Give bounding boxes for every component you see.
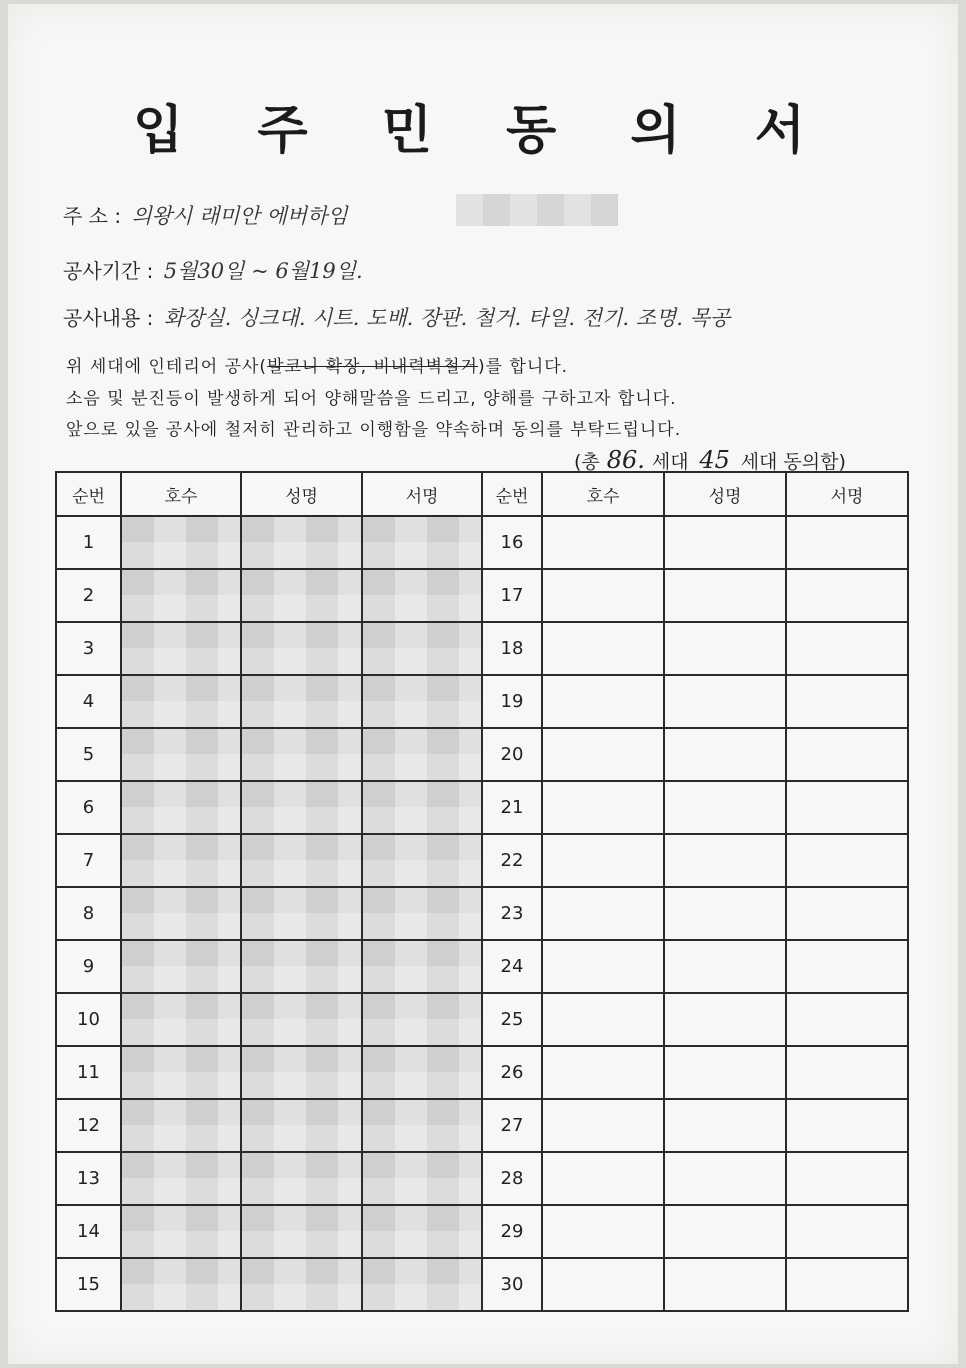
name-cell[interactable] <box>664 1099 786 1152</box>
signature-cell[interactable] <box>786 940 908 993</box>
name-cell-redacted[interactable] <box>241 887 362 940</box>
signature-cell-redacted[interactable] <box>362 1152 482 1205</box>
table-row <box>56 516 908 569</box>
table-row <box>56 993 908 1046</box>
signature-cell-redacted[interactable] <box>362 569 482 622</box>
unit-cell-redacted[interactable] <box>121 834 241 887</box>
name-cell-redacted[interactable] <box>241 993 362 1046</box>
signature-cell-redacted[interactable] <box>362 675 482 728</box>
name-cell[interactable] <box>664 728 786 781</box>
table-row <box>56 1152 908 1205</box>
signature-cell[interactable] <box>786 1205 908 1258</box>
signature-cell-redacted[interactable] <box>362 781 482 834</box>
unit-cell-redacted[interactable] <box>121 1046 241 1099</box>
name-cell-redacted[interactable] <box>241 728 362 781</box>
unit-cell-redacted[interactable] <box>121 569 241 622</box>
signature-cell-redacted[interactable] <box>362 1258 482 1311</box>
content-value: 화장실. 싱크대. 시트. 도배. 장판. 철거. 타일. 전기. 조명. 목공 <box>163 306 731 330</box>
name-cell[interactable] <box>664 993 786 1046</box>
signature-cell[interactable] <box>786 1152 908 1205</box>
row-number: 7 <box>56 834 121 887</box>
period-row <box>63 255 363 285</box>
unit-cell[interactable] <box>542 940 664 993</box>
row-number: 23 <box>482 887 542 940</box>
notice-line-1: 위 세대에 인테리어 공사(발코니 확장, 비내력벽철거)를 합니다. <box>66 357 569 377</box>
row-number: 15 <box>56 1258 121 1311</box>
unit-cell-redacted[interactable] <box>121 887 241 940</box>
unit-cell[interactable] <box>542 1258 664 1311</box>
signature-cell[interactable] <box>786 834 908 887</box>
unit-cell[interactable] <box>542 1205 664 1258</box>
struck-text: 발코니 확장, 비내력벽철거 <box>267 357 478 377</box>
signature-cell-redacted[interactable] <box>362 516 482 569</box>
name-cell-redacted[interactable] <box>241 1152 362 1205</box>
name-cell[interactable] <box>664 1205 786 1258</box>
address-row <box>63 200 348 230</box>
unit-cell[interactable] <box>542 516 664 569</box>
unit-cell[interactable] <box>542 834 664 887</box>
unit-cell[interactable] <box>542 781 664 834</box>
row-number: 1 <box>56 516 121 569</box>
total-households: 86. <box>606 446 645 474</box>
unit-cell[interactable] <box>542 993 664 1046</box>
signature-cell[interactable] <box>786 516 908 569</box>
notice-line-2: 소음 및 분진등이 발생하게 되어 양해말씀을 드리고, 양해를 구하고자 합니다. <box>66 389 677 409</box>
name-cell[interactable] <box>664 569 786 622</box>
signature-cell[interactable] <box>786 569 908 622</box>
name-cell-redacted[interactable] <box>241 1258 362 1311</box>
address-label: 주 소 : <box>63 204 122 228</box>
unit-cell[interactable] <box>542 1152 664 1205</box>
signature-cell-redacted[interactable] <box>362 940 482 993</box>
row-number: 13 <box>56 1152 121 1205</box>
table-row <box>56 1258 908 1311</box>
table-row <box>56 622 908 675</box>
name-cell[interactable] <box>664 834 786 887</box>
signature-cell[interactable] <box>786 675 908 728</box>
signature-cell[interactable] <box>786 781 908 834</box>
table-row <box>56 1205 908 1258</box>
table-row <box>56 834 908 887</box>
header-unit: 호수 <box>542 472 664 516</box>
header-signature: 서명 <box>786 472 908 516</box>
row-number: 6 <box>56 781 121 834</box>
row-number: 21 <box>482 781 542 834</box>
unit-cell-redacted[interactable] <box>121 1205 241 1258</box>
household-summary: (총 86. 세대 45 세대 동의함) <box>574 446 846 474</box>
signature-cell-redacted[interactable] <box>362 1099 482 1152</box>
unit-cell[interactable] <box>542 1099 664 1152</box>
table-row <box>56 728 908 781</box>
unit-cell-redacted[interactable] <box>121 781 241 834</box>
name-cell[interactable] <box>664 940 786 993</box>
unit-cell-redacted[interactable] <box>121 1152 241 1205</box>
signature-cell-redacted[interactable] <box>362 1046 482 1099</box>
row-number: 16 <box>482 516 542 569</box>
row-number: 19 <box>482 675 542 728</box>
table-row <box>56 1046 908 1099</box>
row-number: 25 <box>482 993 542 1046</box>
unit-cell-redacted[interactable] <box>121 675 241 728</box>
period-label: 공사기간 : <box>63 259 154 283</box>
row-number: 11 <box>56 1046 121 1099</box>
row-number: 18 <box>482 622 542 675</box>
page-title: 입 주 민 동 의 서 <box>133 100 833 161</box>
unit-cell[interactable] <box>542 622 664 675</box>
signature-cell-redacted[interactable] <box>362 728 482 781</box>
unit-cell[interactable] <box>542 887 664 940</box>
signature-cell[interactable] <box>786 1258 908 1311</box>
unit-cell[interactable] <box>542 675 664 728</box>
unit-cell-redacted[interactable] <box>121 622 241 675</box>
name-cell[interactable] <box>664 887 786 940</box>
row-number: 24 <box>482 940 542 993</box>
row-number: 26 <box>482 1046 542 1099</box>
agreed-households: 45 <box>699 446 730 474</box>
signature-cell-redacted[interactable] <box>362 1205 482 1258</box>
table-row <box>56 675 908 728</box>
name-cell-redacted[interactable] <box>241 1099 362 1152</box>
name-cell[interactable] <box>664 1046 786 1099</box>
header-name: 성명 <box>241 472 362 516</box>
unit-cell-redacted[interactable] <box>121 940 241 993</box>
table-row <box>56 1099 908 1152</box>
table-row <box>56 781 908 834</box>
content-label: 공사내용 : <box>63 306 154 330</box>
signature-cell-redacted[interactable] <box>362 993 482 1046</box>
name-cell[interactable] <box>664 1152 786 1205</box>
name-cell[interactable] <box>664 622 786 675</box>
signature-cell[interactable] <box>786 728 908 781</box>
row-number: 30 <box>482 1258 542 1311</box>
content-row <box>63 302 730 332</box>
signature-cell-redacted[interactable] <box>362 622 482 675</box>
header-number: 순번 <box>56 472 121 516</box>
name-cell-redacted[interactable] <box>241 622 362 675</box>
row-number: 9 <box>56 940 121 993</box>
row-number: 5 <box>56 728 121 781</box>
row-number: 8 <box>56 887 121 940</box>
table-row <box>56 940 908 993</box>
signature-cell[interactable] <box>786 993 908 1046</box>
name-cell-redacted[interactable] <box>241 675 362 728</box>
name-cell-redacted[interactable] <box>241 1205 362 1258</box>
table-header-row <box>56 472 908 516</box>
name-cell-redacted[interactable] <box>241 569 362 622</box>
name-cell[interactable] <box>664 781 786 834</box>
name-cell[interactable] <box>664 516 786 569</box>
name-cell-redacted[interactable] <box>241 1046 362 1099</box>
name-cell-redacted[interactable] <box>241 940 362 993</box>
unit-cell-redacted[interactable] <box>121 516 241 569</box>
table-row <box>56 887 908 940</box>
signature-cell[interactable] <box>786 622 908 675</box>
row-number: 20 <box>482 728 542 781</box>
unit-cell-redacted[interactable] <box>121 728 241 781</box>
row-number: 3 <box>56 622 121 675</box>
signature-cell[interactable] <box>786 1099 908 1152</box>
address-redaction <box>456 194 618 226</box>
row-number: 10 <box>56 993 121 1046</box>
row-number: 17 <box>482 569 542 622</box>
row-number: 28 <box>482 1152 542 1205</box>
period-value: 5월30일 ~ 6월19일. <box>163 259 363 283</box>
signature-cell[interactable] <box>786 887 908 940</box>
header-signature: 서명 <box>362 472 482 516</box>
name-cell-redacted[interactable] <box>241 516 362 569</box>
row-number: 22 <box>482 834 542 887</box>
signature-cell-redacted[interactable] <box>362 887 482 940</box>
row-number: 29 <box>482 1205 542 1258</box>
header-unit: 호수 <box>121 472 241 516</box>
row-number: 2 <box>56 569 121 622</box>
unit-cell-redacted[interactable] <box>121 993 241 1046</box>
table-row <box>56 569 908 622</box>
signature-cell-redacted[interactable] <box>362 834 482 887</box>
name-cell[interactable] <box>664 1258 786 1311</box>
name-cell-redacted[interactable] <box>241 781 362 834</box>
address-value: 의왕시 래미안 에버하임 <box>131 204 348 228</box>
row-number: 14 <box>56 1205 121 1258</box>
header-name: 성명 <box>664 472 786 516</box>
row-number: 27 <box>482 1099 542 1152</box>
row-number: 12 <box>56 1099 121 1152</box>
consent-table <box>55 471 909 1312</box>
unit-cell-redacted[interactable] <box>121 1099 241 1152</box>
unit-cell[interactable] <box>542 728 664 781</box>
unit-cell-redacted[interactable] <box>121 1258 241 1311</box>
unit-cell[interactable] <box>542 1046 664 1099</box>
header-number: 순번 <box>482 472 542 516</box>
unit-cell[interactable] <box>542 569 664 622</box>
notice-line-3: 앞으로 있을 공사에 철저히 관리하고 이행함을 약속하며 동의를 부탁드립니다. <box>66 420 682 440</box>
signature-cell[interactable] <box>786 1046 908 1099</box>
name-cell-redacted[interactable] <box>241 834 362 887</box>
row-number: 4 <box>56 675 121 728</box>
name-cell[interactable] <box>664 675 786 728</box>
